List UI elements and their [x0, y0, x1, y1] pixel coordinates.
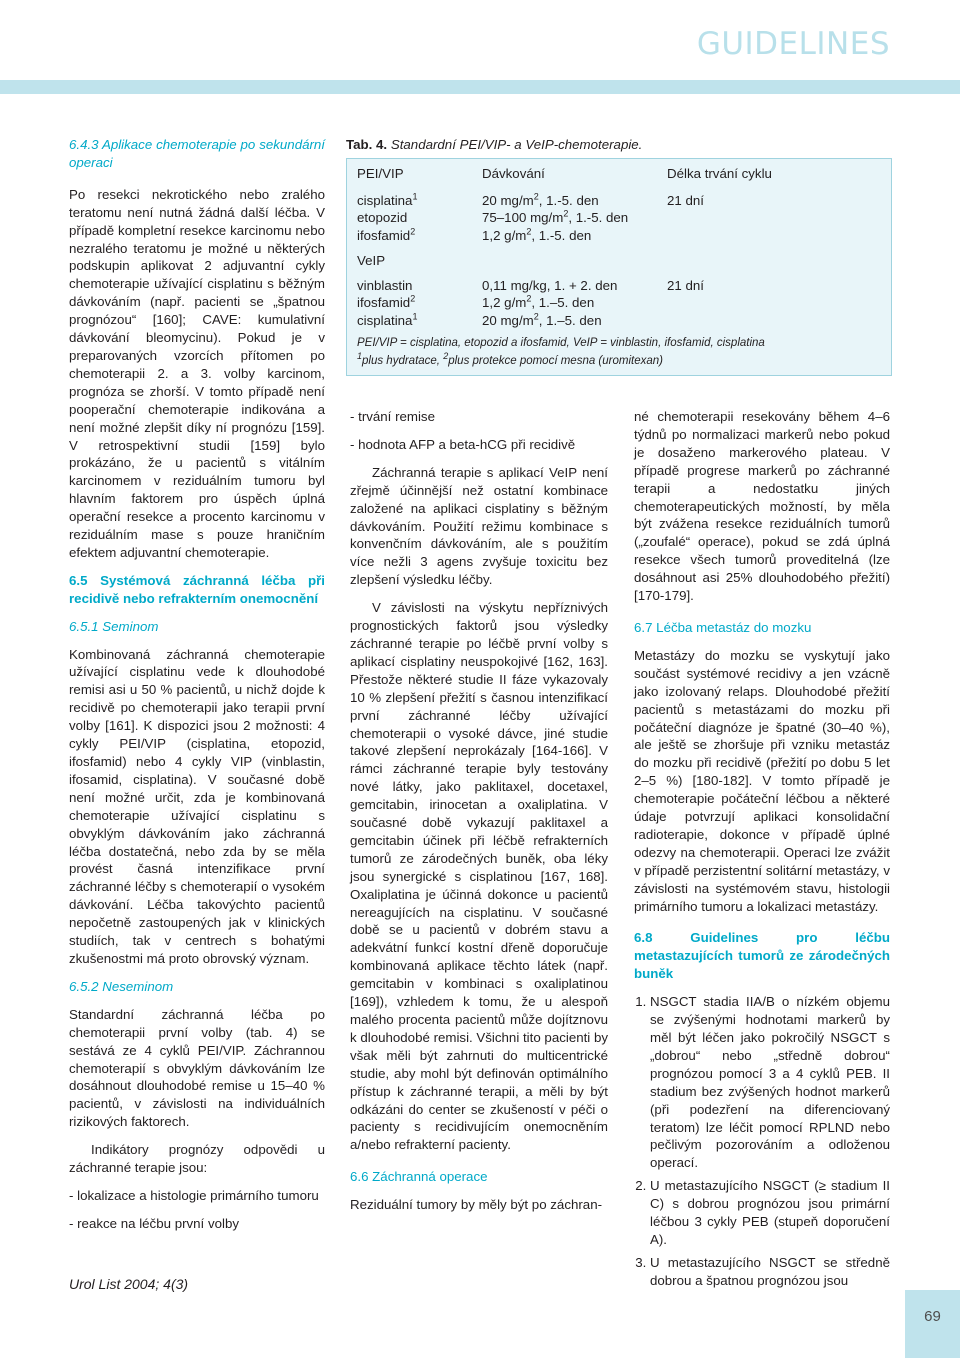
table-4: [346, 137, 894, 376]
table-cell: [667, 209, 857, 227]
header-stripe: [0, 80, 960, 94]
section-brand: GUIDELINES: [696, 26, 890, 62]
table-cell: [667, 312, 857, 330]
list-item: - lokalizace a histologie primárního tumoru: [69, 1187, 319, 1203]
table-header-row: [357, 165, 881, 183]
table-row: [357, 209, 881, 227]
table-cell: cisplatina$^1$: [357, 311, 418, 328]
veip-label-row: [357, 252, 881, 270]
paragraph: Po resekci nekrotického nebo zralého teratomu není nutná žádná další léčba. V případě kompletní resekce karcinomu nebo nezralého teratomu je možné u některých podskupin aplikovat 2 adjuvantní cykly chemoterapie užívající cisplatinu s běžným dávkováním (např. pacienti se „špatnou prognózou“ [160]; CAVE: kumulativní dávkování bleomycinu). Pokud je v preparovaných vzorcích přítomen po chemoterapii 2. a 3. volby karcinom, prognóza se zhorší. V tomto případě není pooperační chemoterapie indikována a není možné zlepšit díky ní prognózu [159]. V retrospektivní studii [159] bylo prokázáno, že u pacientů s vitálním karcinomem v reziduálním tumoru byl hlavním faktorem pro úspěch úplná operační resekce a procento karcinomu v reziduálním mase s pouze hraničním efektem adjuvantní chemoterapie.: [69, 186, 325, 560]
list-item: 2. U metastazujícího NSGCT (≥ stadium II C) s dobrou prognózou jsou primární léčbou 3 cykly PEB (stupeň doporučení A).: [650, 1177, 890, 1249]
table-cell: 1,2 $g/m^2$, 1.-5. den: [482, 226, 592, 243]
guidelines-list: [634, 993, 890, 1290]
middle-column: [350, 408, 608, 1214]
table-row: [357, 294, 881, 312]
paragraph: Kombinovaná záchranná chemoterapie užívající cisplatinu vede k dlouhodobé remisi asi u 50 % pacientů, u nichž dojde k recidivě po chemoterapii jako terapii první volby [161]. K dispozici jsou 2 možnosti: 4 cykly PEI/VIP (cisplatina, etopozid, ifosfamid) nebo 4 cykly VIP (vinblastin, ifosamid, cisplatina). V současné době není možné určit, zda je kombinovaná chemoterapie užívající cisplatinu s obvyklým dávkováním jako záchranná léčba dostatečná, nebo zda by se měla provést časná intenzifikace první záchranné léčby s chemoterapií o vysokém dávkování. Léčba takovýchto pacientů nepočetně zastoupených jak v klinických studiích, tak v centrech s bohatými zkušenostmi má proto obrovský význam.: [69, 646, 325, 966]
table-cell: cisplatina$^1$: [357, 191, 418, 208]
table-cell: etopozid: [357, 210, 408, 225]
table-cell: 21 dní: [667, 277, 704, 293]
journal-reference: Urol List 2004; 4(3): [69, 1276, 189, 1292]
table-note: $^1$plus hydratace, $^2$plus protekce pomocí mesna (uromitexan): [357, 351, 663, 367]
table-cell: [667, 294, 857, 312]
table-caption: Tab. 4. Standardní PEI/VIP- a VeIP-chemoterapie.: [346, 137, 643, 152]
table-header-cell: Dávkování: [482, 166, 545, 181]
paragraph: Záchranná terapie s aplikací VeIP není zřejmě účinnější než ostatní kombinace založené na aplikaci cisplatiny s běžným dávkováním. Použití režimu kombinace s konvenčním dávkováním, ale s použitím více nežli 3 agens zvyšuje toxicitu bez zlepšení výsledku léčby.: [350, 464, 608, 588]
page-number: 69: [924, 1308, 941, 1325]
table-row: [357, 312, 881, 330]
table-header-cell: PEI/VIP: [357, 166, 404, 181]
paragraph: Reziduální tumory by měly být po záchran-: [350, 1197, 603, 1213]
heading-6-8: 6.8 Guidelines pro léčbu metastazujících tumorů ze zárodečných buněk: [634, 930, 890, 982]
table-cell: 0,11 mg/kg, 1. + 2. den: [482, 277, 618, 293]
left-column: [69, 136, 325, 1233]
table-cell: [667, 227, 857, 245]
list-item: - trvání remise: [350, 409, 435, 424]
table-cell: 1,2 $g/m^2$, 1.–5. den: [482, 293, 595, 310]
heading-6-5: 6.5 Systémová záchranná léčba při recidivě nebo refrakterním onemocnění: [69, 572, 325, 606]
heading-6-6: 6.6 Záchranná operace: [350, 1169, 488, 1185]
table-row: [357, 227, 881, 245]
heading-6-5-2: 6.5.2 Neseminom: [69, 978, 174, 994]
table-row: [357, 192, 881, 210]
table-header-cell: Délka trvání cyklu: [667, 166, 772, 181]
table-row: [357, 277, 881, 295]
list-item: 3. U metastazujícího NSGCT se středně dobrou a špatnou prognózou jsou: [650, 1254, 890, 1290]
paragraph: Indikátory prognózy odpovědi u záchranné terapie jsou:: [69, 1142, 325, 1176]
paragraph: Metastázy do mozku se vyskytují jako součást systémové recidivy a jen vzácně jako izolovaný relaps. Dlouhodobé přežití pacientů s metastázami do mozku při počáteční diagnóze je špatné (30–40 %), ale ještě se zhoršuje při vzniku metastáz do mozku při recidivě (přežití po dobu 5 let 2–5 %) [180-182]. V tomto případě je chemoterapie počáteční léčbou a některé údaje potvrzují aplikaci konsolidační radioterapie, dokonce v případě úplné odezvy na chemoterapii. Operaci lze zvážit v případě perzistentní solitární metastázy, v závislosti na systémovém stavu, histologii primárního tumoru a lokalizaci metastázy.: [634, 647, 890, 914]
table-cell: 21 dní: [667, 192, 704, 208]
heading-6-4-3: 6.4.3 Aplikace chemoterapie po sekundární operaci: [69, 137, 325, 170]
list-item: - reakce na léčbu první volby: [69, 1215, 239, 1231]
heading-6-7: 6.7 Léčba metastáz do mozku: [634, 619, 812, 635]
paragraph: V závislosti na výskytu nepříznivých prognostických faktorů jsou výsledky záchranné terapie po léčbě první volby s aplikací cisplatiny neuspokojivé [162, 163]. Přestože některé studie II fáze vykazovaly 10 % zlepšení přežití s časnou intenzifikací první záchranné léčby užívající chemoterapii o vysoké dávce, jiné studie takové zlepšení neprokázaly [164-166]. V rámci záchranné terapie byly testovány nové látky, jako paklitaxel, docetaxel, gemcitabin, irinocetan a oxaliplatina. V současné době vykazují paklitaxel a gemcitabin účinek při léčbě refrakterních tumorů ze zárodečných buněk, oba léky jsou synergické s cisplatinou [167, 168]. Oxaliplatina je účinná dokonce u pacientů nereagujících na cisplatinu. V současné době se u pacientů v dobrém stavu a adekvátní funkcí kostní dřeně doporučuje kombinovaná aplikace těchto látek (např. gemcitabin v kombinaci s oxaliplatinou [169]), vzhledem k tomu, že u alespoň malého procenta pacientů může dojítznovu k dlouhodobé remisi. Všichni tito pacienti by však měli být zahrnuti do multicentrické studie, aby mohl být definován optimálního přístup k záchranné terapii, a měli by být odkázáni do center se zkušeností v péči o pacienty s recidivujícím onemocněním a/nebo refrakterní pacienty.: [350, 600, 608, 1153]
table-cell: 75–100 $mg/m^2$, 1.-5. den: [482, 208, 629, 225]
table-box: [346, 158, 892, 376]
pei-rows: [357, 192, 881, 245]
right-column: [634, 408, 890, 1295]
heading-6-5-1: 6.5.1 Seminom: [69, 618, 159, 634]
table-cell: 20 $mg/m^2$, 1.–5. den: [482, 311, 602, 328]
paragraph: Standardní záchranná léčba po chemoterapii první volby (tab. 4) se sestává ze 4 cyklů PEI/VIP. Záchrannou chemoterapií s obvyklým dávkováním lze dosáhnout dlouhodobé remise u 15–40 % pacientů, v závislosti na individuálních rizikových faktorech.: [69, 1006, 325, 1130]
table-note: PEI/VIP = cisplatina, etopozid a ifosfamid, VeIP = vinblastin, ifosfamid, cisplatina: [357, 337, 765, 349]
list-item: - hodnota AFP a beta-hCG při recidivě: [350, 436, 576, 452]
table-cell: ifosfamid$^2$: [357, 293, 416, 310]
table-cell: vinblastin: [357, 277, 413, 293]
veip-rows: [357, 277, 881, 330]
paragraph: né chemoterapii resekovány během 4–6 týdnů po normalizaci markerů nebo pokud je dosaženo markerového plateau. V případě progrese markerů po záchranné terapii a nedostatku jiných chemoterapeutických možností, by měla být zvážena resekce reziduálních tumorů („zoufalé“ operace), pokud se zdá úplná resekce všech tumorů proveditelná (lze dosáhnout asi 25% dlouhodobého přežití) [170-179].: [634, 409, 890, 604]
table-cell: 20 $mg/m^2$, 1.-5. den: [482, 191, 599, 208]
table-cell: ifosfamid$^2$: [357, 226, 416, 243]
list-item: 1. NSGCT stadia IIA/B o nízkém objemu se zvýšenými hodnotami markerů by měl být léčen jako pokročilý NSGCT s „dobrou“ nebo „středně dobrou“ prognózou pomocí 3 a 4 cyklů PEB. II stadium bez zvýšených hodnot markerů (při podezření na diferenciovaný teratom) lze léčit pomocí RPLND nebo pečlivým pozorováním a odloženou operací.: [650, 993, 890, 1172]
table-cell: VeIP: [357, 253, 386, 268]
